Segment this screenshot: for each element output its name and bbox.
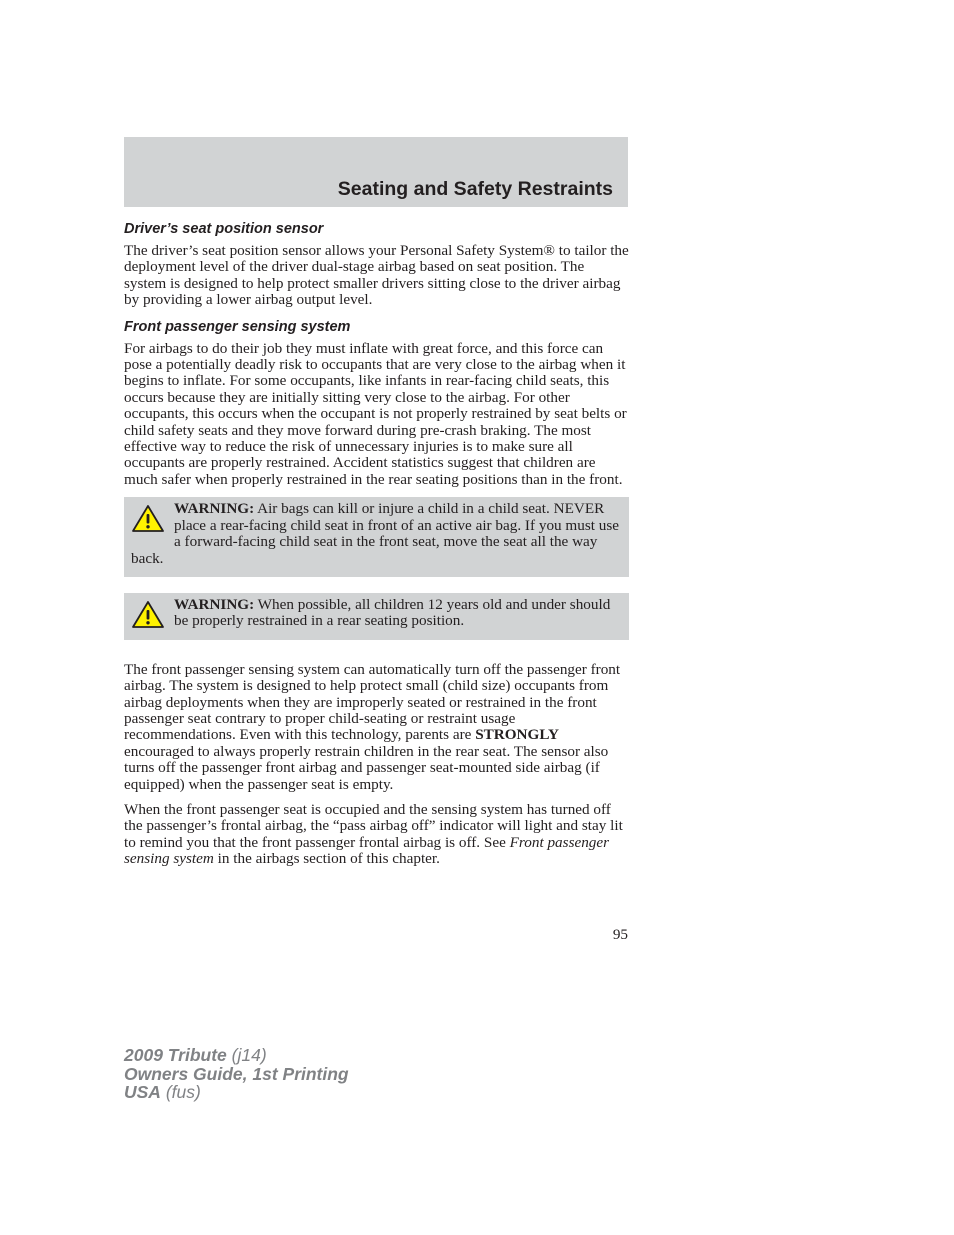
warning-box-child-seat xyxy=(124,497,629,577)
footer-market: USA xyxy=(124,1082,161,1102)
page-content xyxy=(124,220,629,877)
footer-line-market xyxy=(124,1083,349,1102)
warning-box-children-rear xyxy=(124,593,629,640)
footer-market-code: (fus) xyxy=(160,1082,201,1102)
sensing-text-part: The front passenger sensing system can automatically turn off the passenger front airbag. The system is designed to help protect small (child size) occupants from airbag deployments when they are improperly seated or restrained in the front passenger seat contrary to proper child-seating or restraint usage recommendations. Even with this technology, parents are xyxy=(124,660,621,744)
strongly-emphasis: STRONGLY xyxy=(475,726,560,744)
indicator-text-part: in the airbags section of this chapter. xyxy=(213,850,440,868)
drivers-seat-sensor-heading: Driver’s seat position sensor xyxy=(124,221,324,237)
section-title: Seating and Safety Restraints xyxy=(337,178,613,200)
warning-label: WARNING: xyxy=(174,595,255,613)
drivers-seat-sensor-paragraph: The driver’s seat position sensor allows your Personal Safety System® to tailor the deployment level of the driver dual-stage airbag based on seat position. The system is designed to help protect smaller drivers sitting close to the driver airbag by providing a lower airbag output level. xyxy=(124,242,629,309)
warning-triangle-icon xyxy=(131,504,165,534)
warning-triangle-icon xyxy=(131,600,165,630)
footer-model-code: (j14) xyxy=(226,1045,267,1065)
pass-airbag-off-paragraph xyxy=(124,802,629,868)
warning-text: Air bags can kill or injure a child in a child seat. NEVER place a rear-facing child seat in front of an active air bag. If you must use a forward-facing child seat in the front seat, move the seat all the way back. xyxy=(131,500,620,567)
print-footer xyxy=(124,1046,349,1102)
warning-text: When possible, all children 12 years old and under should be properly restrained in a rear seating position. xyxy=(174,595,611,630)
sensing-text-part: encouraged to always properly restrain children in the rear seat. The sensor also turns off the passenger front airbag and passenger seat-mounted side airbag (if equipped) when the passenger seat is empty. xyxy=(124,742,609,793)
section-header-band xyxy=(124,137,628,207)
warning-label: WARNING: xyxy=(174,500,255,518)
footer-line-guide xyxy=(124,1065,349,1084)
sensing-system-paragraph xyxy=(124,662,629,793)
page-number: 95 xyxy=(612,926,628,943)
cross-reference: Front passenger sensing system xyxy=(124,833,610,868)
footer-line-model xyxy=(124,1046,349,1065)
footer-guide: Owners Guide, 1st Printing xyxy=(124,1063,349,1084)
footer-model: 2009 Tribute xyxy=(124,1045,227,1065)
airbag-risk-paragraph: For airbags to do their job they must inflate with great force, and this force can pose a potentially deadly risk to occupants that are very close to the airbag when it begins to inflate. For some occupants, like infants in rear-facing child seats, this occurs because they are initially sitting very close to the airbag. For other occupants, this occurs when the occupant is not properly restrained by seat belts or child safety seats and they move forward during pre-crash braking. The most effective way to reduce the risk of unnecessary injuries is to make sure all occupants are properly restrained. Accident statistics suggest that children are much safer when properly restrained in the rear seating positions than in the front. xyxy=(124,339,627,488)
indicator-text-part: When the front passenger seat is occupied and the sensing system has turned off the passenger’s frontal airbag, the “pass airbag off” indicator will light and stay lit to remind you that the front passenger frontal airbag is off. See xyxy=(124,800,623,851)
front-passenger-sensing-heading: Front passenger sensing system xyxy=(124,318,351,335)
